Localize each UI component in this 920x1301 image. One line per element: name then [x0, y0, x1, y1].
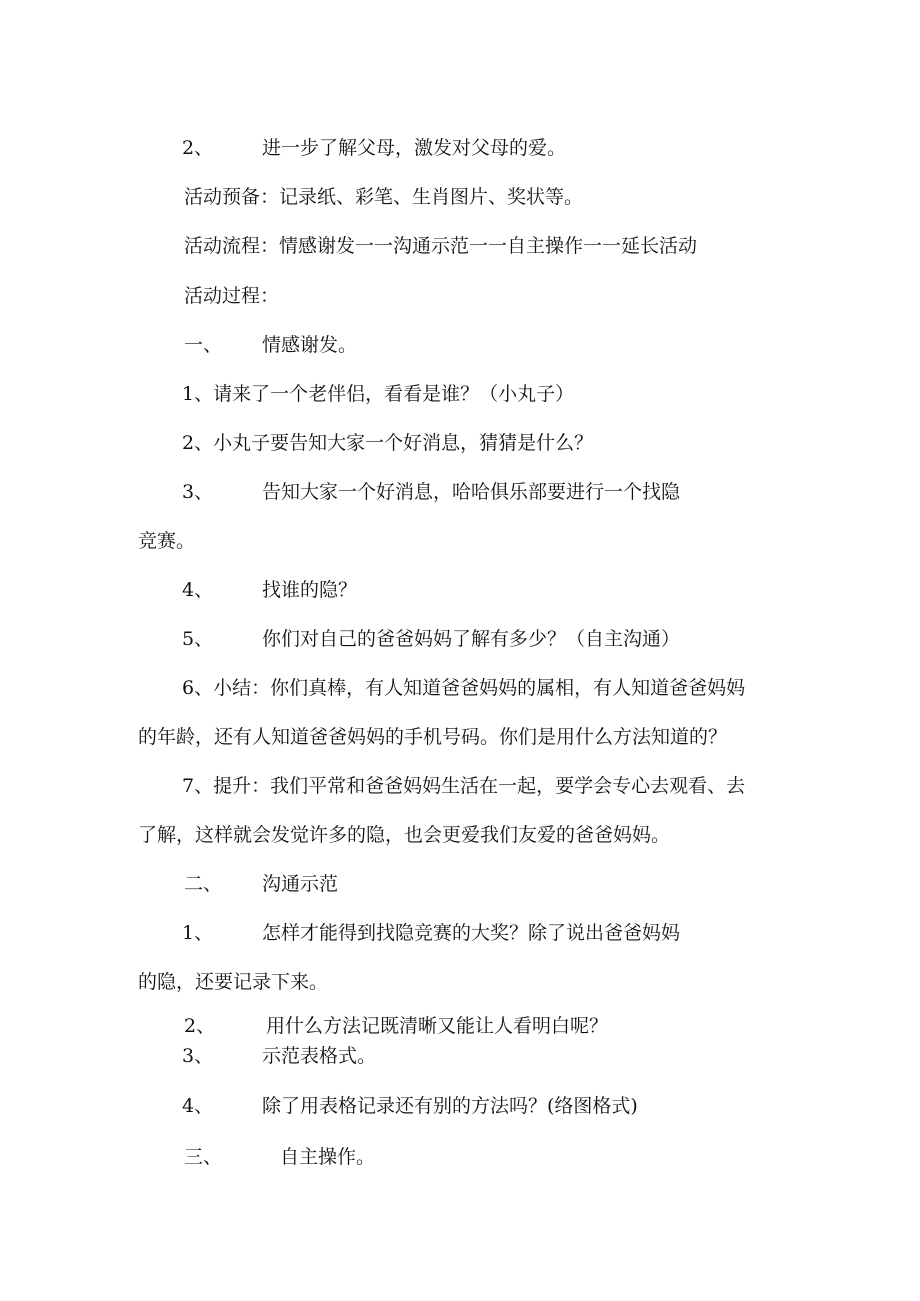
- section-number: 三、: [184, 1146, 223, 1168]
- item-number: 1、: [182, 922, 214, 944]
- line-text: 的隐，还要记录下来。: [138, 971, 329, 993]
- item-text: 用什么方法记既清晰又能让人看明白呢？: [266, 1015, 609, 1037]
- item-text: 告知大家一个好消息，哈哈俱乐部要进行一个找隐: [262, 481, 681, 503]
- item-number: 2、: [182, 137, 214, 159]
- item-text: 进一步了解父母，激发对父母的爱。: [262, 137, 567, 159]
- item-number: 4、: [182, 1095, 214, 1117]
- item-text: 除了用表格记录还有别的方法吗？(络图格式): [262, 1095, 638, 1117]
- line-text: 竞赛。: [138, 530, 196, 552]
- item-number: 3、: [182, 1045, 214, 1067]
- section-title: 沟通示范: [262, 873, 339, 895]
- item-text: 找谁的隐？: [262, 579, 358, 601]
- item-text: 怎样才能得到找隐竞赛的大奖？除了说出爸爸妈妈: [262, 922, 681, 944]
- line-text: 6、小结：你们真棒，有人知道爸爸妈妈的属相，有人知道爸爸妈妈: [182, 677, 746, 699]
- section-number: 一、: [184, 334, 223, 356]
- section-title: 自主操作。: [280, 1146, 376, 1168]
- line-text: 活动预备：记录纸、彩笔、生肖图片、奖状等。: [184, 186, 584, 208]
- line-text: 活动流程：情感谢发一一沟通示范一一自主操作一一延长活动: [184, 235, 698, 257]
- item-text: 你们对自己的爸爸妈妈了解有多少？（自主沟通）: [262, 628, 681, 650]
- item-number: 2、: [184, 1015, 216, 1037]
- item-number: 4、: [182, 579, 214, 601]
- item-number: 3、: [182, 481, 214, 503]
- item-text: 示范表格式。: [262, 1045, 377, 1067]
- line-text: 1、请来了一个老伴侣，看看是谁？（小丸子）: [182, 383, 575, 405]
- line-text: 7、提升：我们平常和爸爸妈妈生活在一起，要学会专心去观看、去: [182, 775, 746, 797]
- line-text: 2、小丸子要告知大家一个好消息，猜猜是什么？: [182, 432, 594, 454]
- item-number: 5、: [182, 628, 214, 650]
- line-text: 了解，这样就会发觉许多的隐，也会更爱我们友爱的爸爸妈妈。: [138, 824, 671, 846]
- line-text: 的年龄，还有人知道爸爸妈妈的手机号码。你们是用什么方法知道的？: [138, 726, 728, 748]
- section-number: 二、: [184, 873, 223, 895]
- line-text: 活动过程：: [184, 285, 280, 307]
- section-title: 情感谢发。: [262, 334, 358, 356]
